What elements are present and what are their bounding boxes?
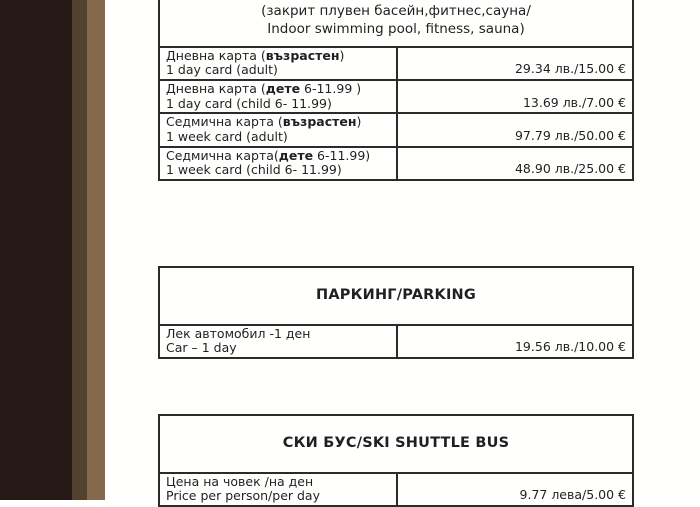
- label-bg-post: 6-11.99): [313, 147, 371, 163]
- row-price: 48.90 лв./25.00 €: [514, 161, 626, 177]
- row-label: [160, 114, 398, 145]
- section-title: СКИ БУС/SKI SHUTTLE BUS: [282, 435, 510, 451]
- table-row: [160, 148, 632, 179]
- row-price: 13.69 лв./7.00 €: [522, 94, 626, 110]
- label-bg-pre: Цена на човек /на ден: [166, 473, 314, 489]
- row-price: 97.79 лв./50.00 €: [514, 127, 626, 143]
- parking-header: [160, 268, 632, 326]
- row-label: [160, 474, 398, 505]
- parking-rows: [160, 326, 632, 357]
- label-en: 1 day card (adult): [166, 62, 278, 78]
- label-en: 1 week card (adult): [166, 128, 288, 144]
- label-bg-pre: Дневна карта (: [166, 47, 266, 63]
- section-subtitle-en: Indoor swimming pool, fitness, sauna): [267, 21, 525, 38]
- ski-shuttle-bus-table: [158, 414, 634, 507]
- row-label: [160, 48, 398, 79]
- parking-table: [158, 266, 634, 359]
- table-row: [160, 114, 632, 147]
- label-bg-pre: Седмична карта (: [166, 114, 283, 130]
- table-row: [160, 81, 632, 114]
- page-edge-band-tan: [87, 0, 105, 500]
- table-row: [160, 326, 632, 357]
- label-en: Price per person/per day: [166, 488, 320, 504]
- sport-center-rows: [160, 48, 632, 179]
- label-bg-pre: Седмична карта(: [166, 147, 279, 163]
- table-row: [160, 48, 632, 81]
- row-price: 29.34 лв./15.00 €: [514, 61, 626, 77]
- row-price: 19.56 лв./10.00 €: [514, 339, 626, 355]
- label-en: Car – 1 day: [166, 340, 237, 356]
- label-bg-post: 6-11.99 ): [300, 81, 362, 97]
- label-en: 1 week card (child 6- 11.99): [166, 162, 342, 178]
- row-label: [160, 81, 398, 112]
- ski-shuttle-bus-header: [160, 416, 632, 474]
- label-bg-bold: възрастен: [282, 114, 357, 130]
- label-bg-bold: дете: [265, 81, 301, 97]
- row-label: [160, 326, 398, 357]
- label-bg-pre: Дневна карта (: [166, 81, 266, 97]
- page-edge-band-mid: [72, 0, 87, 500]
- section-subtitle-bg: (закрит плувен басейн,фитнес,сауна/: [261, 2, 531, 19]
- section-title: ПАРКИНГ/PARKING: [316, 287, 476, 303]
- row-label: [160, 148, 398, 179]
- label-en: 1 day card (child 6- 11.99): [166, 95, 332, 111]
- page-edge-band-dark: [0, 0, 72, 500]
- label-bg-bold: възрастен: [265, 47, 340, 63]
- label-bg-bold: дете: [278, 147, 314, 163]
- ski-shuttle-bus-rows: [160, 474, 632, 505]
- table-row: [160, 474, 632, 505]
- sport-center-table: [158, 0, 634, 181]
- label-bg-post: ): [339, 47, 345, 63]
- row-price: 9.77 лева/5.00 €: [519, 487, 626, 503]
- label-bg-post: ): [356, 114, 362, 130]
- sport-center-header: [160, 0, 632, 48]
- label-bg-pre: Лек автомобил -1 ден: [166, 325, 311, 341]
